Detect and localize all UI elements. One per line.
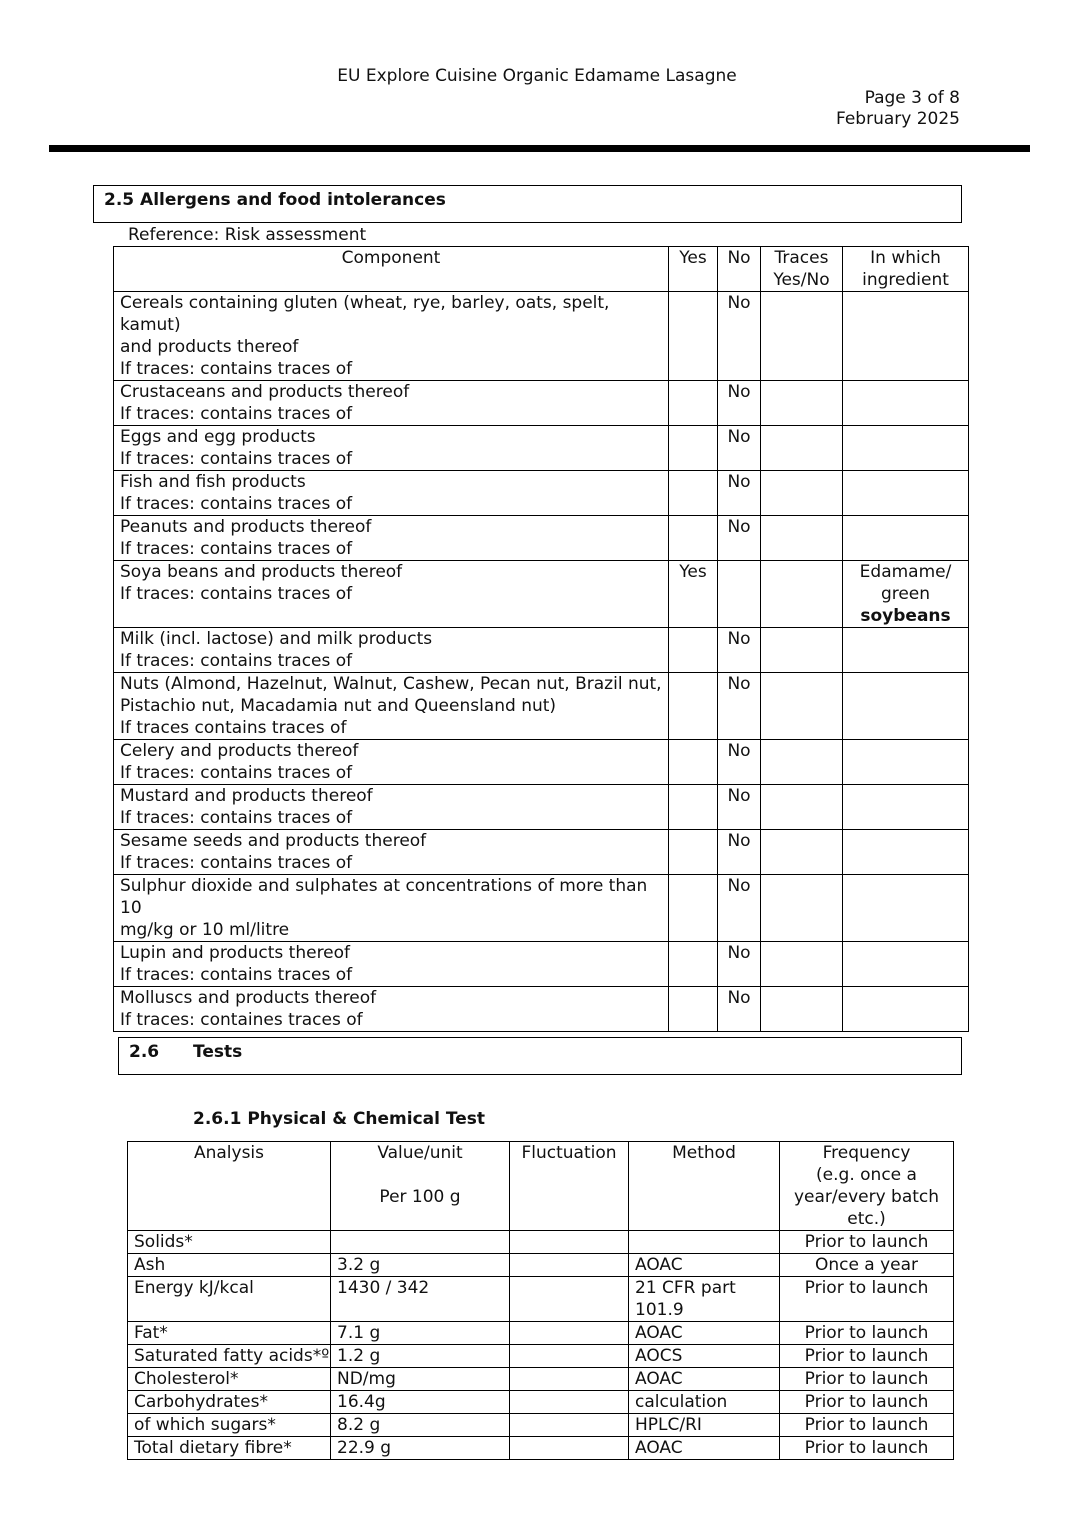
page-meta xyxy=(836,88,960,130)
column-header-value: Value/unit Per 100 g xyxy=(331,1142,510,1231)
method-cell: AOAC xyxy=(629,1322,780,1345)
value-cell xyxy=(331,1231,510,1254)
column-header-yes: Yes xyxy=(669,247,718,292)
value-cell: ND/mg xyxy=(331,1368,510,1391)
frequency-cell: Once a year xyxy=(780,1254,954,1277)
ingredient-cell xyxy=(843,426,969,471)
no-cell xyxy=(718,830,761,875)
value-cell: 1430 / 342 xyxy=(331,1277,510,1322)
no-cell-text: No xyxy=(727,293,751,313)
method-cell: AOAC xyxy=(629,1437,780,1460)
no-cell-text: No xyxy=(727,741,751,761)
table-row xyxy=(114,561,969,628)
component-cell xyxy=(114,516,669,561)
table-row xyxy=(128,1231,954,1254)
ingredient-cell xyxy=(843,292,969,381)
component-cell-text: Celery and products thereof If traces: contains traces of xyxy=(120,741,359,783)
component-cell xyxy=(114,830,669,875)
method-cell xyxy=(629,1231,780,1254)
fluctuation-cell xyxy=(510,1345,629,1368)
yes-cell xyxy=(669,516,718,561)
header-divider xyxy=(49,145,1030,152)
column-header-ingredient: In which ingredient xyxy=(843,247,969,292)
analysis-cell: Solids* xyxy=(128,1231,331,1254)
analysis-cell: Total dietary fibre* xyxy=(128,1437,331,1460)
table-row xyxy=(128,1345,954,1368)
yes-cell xyxy=(669,381,718,426)
component-cell xyxy=(114,561,669,628)
yes-cell xyxy=(669,292,718,381)
component-cell-text: Crustaceans and products thereof If traces: contains traces of xyxy=(120,382,410,424)
column-header-method: Method xyxy=(629,1142,780,1231)
no-cell xyxy=(718,785,761,830)
column-header-no: No xyxy=(718,247,761,292)
analysis-cell: Saturated fatty acids*º xyxy=(128,1345,331,1368)
fluctuation-cell xyxy=(510,1414,629,1437)
table-row xyxy=(114,875,969,942)
section-heading-tests xyxy=(118,1037,962,1075)
method-cell: HPLC/RI xyxy=(629,1414,780,1437)
table-row xyxy=(128,1254,954,1277)
yes-cell xyxy=(669,561,718,628)
table-row xyxy=(114,292,969,381)
frequency-cell: Prior to launch xyxy=(780,1368,954,1391)
table-row xyxy=(114,628,969,673)
ingredient-cell-text: Edamame/ green xyxy=(859,562,952,604)
ingredient-cell xyxy=(843,740,969,785)
fluctuation-cell xyxy=(510,1277,629,1322)
component-cell-text: Sesame seeds and products thereof If traces: contains traces of xyxy=(120,831,427,873)
component-cell-text: Nuts (Almond, Hazelnut, Walnut, Cashew, Pecan nut, Brazil nut, Pistachio nut, Macadamia nut and Queensland nut) If traces contains traces of xyxy=(120,674,662,738)
traces-cell xyxy=(761,740,843,785)
component-cell xyxy=(114,628,669,673)
test-header-row xyxy=(128,1142,954,1231)
method-cell: 21 CFR part 101.9 xyxy=(629,1277,780,1322)
method-cell: AOCS xyxy=(629,1345,780,1368)
no-cell-text: No xyxy=(727,517,751,537)
no-cell xyxy=(718,942,761,987)
allergen-header-row xyxy=(114,247,969,292)
component-cell-text: Sulphur dioxide and sulphates at concentrations of more than 10 mg/kg or 10 ml/litre xyxy=(120,876,648,940)
traces-cell xyxy=(761,381,843,426)
ingredient-cell xyxy=(843,516,969,561)
ingredient-cell xyxy=(843,628,969,673)
reference-note: Reference: Risk assessment xyxy=(128,225,367,245)
component-cell xyxy=(114,740,669,785)
yes-cell xyxy=(669,628,718,673)
table-row xyxy=(114,987,969,1032)
fluctuation-cell xyxy=(510,1368,629,1391)
analysis-cell: Energy kJ/kcal xyxy=(128,1277,331,1322)
ingredient-cell xyxy=(843,987,969,1032)
yes-cell xyxy=(669,673,718,740)
no-cell-text: No xyxy=(727,876,751,896)
component-cell-text: Cereals containing gluten (wheat, rye, barley, oats, spelt, kamut) and products thereof If traces: contains traces of xyxy=(120,293,610,379)
traces-cell xyxy=(761,628,843,673)
allergen-table xyxy=(113,246,969,1032)
analysis-cell: Ash xyxy=(128,1254,331,1277)
method-cell: AOAC xyxy=(629,1368,780,1391)
frequency-cell: Prior to launch xyxy=(780,1322,954,1345)
no-cell-text: No xyxy=(727,674,751,694)
traces-cell xyxy=(761,673,843,740)
no-cell xyxy=(718,628,761,673)
no-cell xyxy=(718,426,761,471)
yes-cell xyxy=(669,471,718,516)
no-cell-text: No xyxy=(727,472,751,492)
section-title: Tests xyxy=(193,1042,243,1062)
no-cell-text: No xyxy=(727,831,751,851)
table-row xyxy=(114,673,969,740)
fluctuation-cell xyxy=(510,1231,629,1254)
yes-cell xyxy=(669,785,718,830)
table-row xyxy=(114,830,969,875)
traces-cell xyxy=(761,516,843,561)
document-title: EU Explore Cuisine Organic Edamame Lasagne xyxy=(337,66,737,86)
yes-cell xyxy=(669,426,718,471)
traces-cell xyxy=(761,471,843,516)
column-header-frequency: Frequency (e.g. once a year/every batch etc.) xyxy=(780,1142,954,1231)
frequency-cell: Prior to launch xyxy=(780,1437,954,1460)
allergen-table-body xyxy=(114,292,969,1032)
method-cell: calculation xyxy=(629,1391,780,1414)
section-number: 2.6 xyxy=(129,1042,160,1062)
column-header-fluctuation: Fluctuation xyxy=(510,1142,629,1231)
no-cell xyxy=(718,987,761,1032)
value-cell: 7.1 g xyxy=(331,1322,510,1345)
component-cell xyxy=(114,471,669,516)
column-header-analysis: Analysis xyxy=(128,1142,331,1231)
no-cell xyxy=(718,561,761,628)
fluctuation-cell xyxy=(510,1391,629,1414)
traces-cell xyxy=(761,426,843,471)
analysis-cell: Fat* xyxy=(128,1322,331,1345)
no-cell xyxy=(718,471,761,516)
component-cell xyxy=(114,987,669,1032)
component-cell xyxy=(114,381,669,426)
table-row xyxy=(128,1414,954,1437)
no-cell xyxy=(718,740,761,785)
frequency-cell: Prior to launch xyxy=(780,1345,954,1368)
yes-cell xyxy=(669,875,718,942)
component-cell-text: Fish and fish products If traces: contains traces of xyxy=(120,472,353,514)
no-cell-text: No xyxy=(727,786,751,806)
table-row xyxy=(128,1322,954,1345)
frequency-cell: Prior to launch xyxy=(780,1391,954,1414)
subsection-heading: 2.6.1 Physical & Chemical Test xyxy=(193,1109,486,1129)
yes-cell-text: Yes xyxy=(679,562,707,582)
analysis-cell: Cholesterol* xyxy=(128,1368,331,1391)
table-row xyxy=(128,1277,954,1322)
no-cell xyxy=(718,292,761,381)
component-cell-text: Soya beans and products thereof If traces: contains traces of xyxy=(120,562,403,604)
no-cell-text: No xyxy=(727,629,751,649)
component-cell xyxy=(114,292,669,381)
no-cell xyxy=(718,875,761,942)
component-cell-text: Mustard and products thereof If traces: contains traces of xyxy=(120,786,373,828)
frequency-cell: Prior to launch xyxy=(780,1414,954,1437)
ingredient-cell xyxy=(843,673,969,740)
traces-cell xyxy=(761,292,843,381)
traces-cell xyxy=(761,785,843,830)
table-row xyxy=(128,1437,954,1460)
yes-cell xyxy=(669,942,718,987)
no-cell-text: No xyxy=(727,427,751,447)
yes-cell xyxy=(669,740,718,785)
no-cell-text: No xyxy=(727,382,751,402)
section-heading-allergens: 2.5 Allergens and food intolerances xyxy=(93,185,962,223)
traces-cell xyxy=(761,942,843,987)
column-header-component: Component xyxy=(114,247,669,292)
value-cell: 1.2 g xyxy=(331,1345,510,1368)
no-cell xyxy=(718,516,761,561)
traces-cell xyxy=(761,987,843,1032)
traces-cell xyxy=(761,830,843,875)
ingredient-cell xyxy=(843,875,969,942)
fluctuation-cell xyxy=(510,1254,629,1277)
table-row xyxy=(114,381,969,426)
component-cell-text: Milk (incl. lactose) and milk products If traces: contains traces of xyxy=(120,629,433,671)
component-cell-text: Molluscs and products thereof If traces: containes traces of xyxy=(120,988,377,1030)
component-cell xyxy=(114,426,669,471)
component-cell xyxy=(114,942,669,987)
value-cell: 22.9 g xyxy=(331,1437,510,1460)
analysis-cell: of which sugars* xyxy=(128,1414,331,1437)
fluctuation-cell xyxy=(510,1437,629,1460)
document-date: February 2025 xyxy=(836,109,960,129)
fluctuation-cell xyxy=(510,1322,629,1345)
analysis-cell: Carbohydrates* xyxy=(128,1391,331,1414)
table-row xyxy=(114,942,969,987)
table-row xyxy=(114,785,969,830)
component-cell-text: Peanuts and products thereof If traces: contains traces of xyxy=(120,517,372,559)
component-cell-text: Eggs and egg products If traces: contains traces of xyxy=(120,427,353,469)
component-cell xyxy=(114,673,669,740)
traces-cell xyxy=(761,561,843,628)
ingredient-cell xyxy=(843,561,969,628)
column-header-traces: Traces Yes/No xyxy=(761,247,843,292)
method-cell: AOAC xyxy=(629,1254,780,1277)
component-cell-text: Lupin and products thereof If traces: contains traces of xyxy=(120,943,353,985)
yes-cell xyxy=(669,830,718,875)
ingredient-cell xyxy=(843,830,969,875)
value-cell: 3.2 g xyxy=(331,1254,510,1277)
component-cell xyxy=(114,875,669,942)
ingredient-emphasis: soybeans xyxy=(860,606,951,626)
value-cell: 8.2 g xyxy=(331,1414,510,1437)
physical-chemical-test-table xyxy=(127,1141,954,1460)
frequency-cell: Prior to launch xyxy=(780,1231,954,1254)
table-row xyxy=(128,1368,954,1391)
traces-cell xyxy=(761,875,843,942)
ingredient-cell xyxy=(843,785,969,830)
no-cell xyxy=(718,673,761,740)
ingredient-cell xyxy=(843,942,969,987)
yes-cell xyxy=(669,987,718,1032)
table-row xyxy=(128,1391,954,1414)
value-cell: 16.4g xyxy=(331,1391,510,1414)
table-row xyxy=(114,471,969,516)
table-row xyxy=(114,516,969,561)
no-cell-text: No xyxy=(727,943,751,963)
ingredient-cell xyxy=(843,471,969,516)
table-row xyxy=(114,740,969,785)
test-table-body xyxy=(128,1231,954,1460)
table-row xyxy=(114,426,969,471)
frequency-cell: Prior to launch xyxy=(780,1277,954,1322)
no-cell xyxy=(718,381,761,426)
ingredient-cell xyxy=(843,381,969,426)
component-cell xyxy=(114,785,669,830)
no-cell-text: No xyxy=(727,988,751,1008)
page-number: Page 3 of 8 xyxy=(864,88,960,108)
